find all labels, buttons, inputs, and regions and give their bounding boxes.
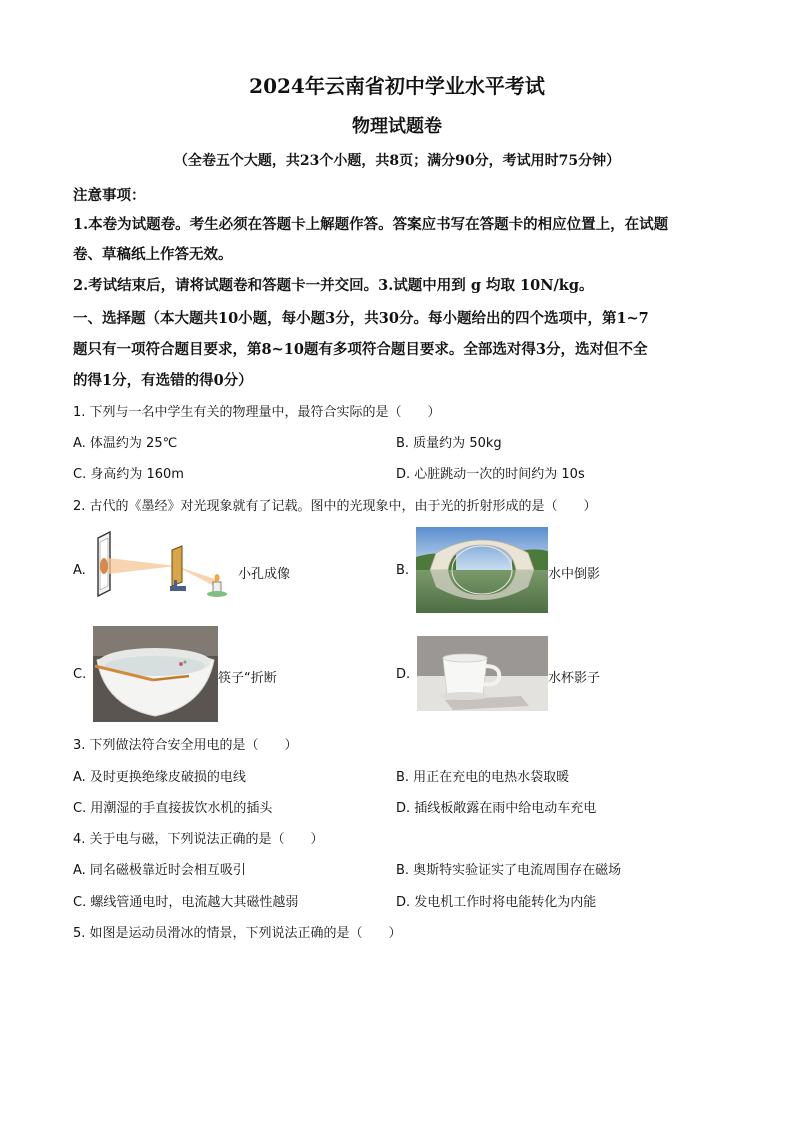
chopsticks-bowl-photo <box>93 626 218 722</box>
question-1-option-c: C. 身高约为 160m <box>73 467 184 482</box>
question-2-stem: 2. 古代的《墨经》对光现象就有了记载。图中的光现象中，由于光的折射形成的是（ ） <box>73 499 597 514</box>
question-2-option-a: A. <box>73 563 86 578</box>
question-4-option-c: C. 螺线管通电时，电流越大其磁性越弱 <box>73 895 299 910</box>
pinhole-camera-image <box>88 528 238 600</box>
note-1-line-1: 1.本卷为试题卷。考生必须在答题卡上解题作答。答案应书写在答题卡的相应位置上，在试题 <box>73 216 669 233</box>
cup-shadow-photo <box>417 636 548 711</box>
question-2-caption-b: 水中倒影 <box>548 567 601 582</box>
bridge-reflection-photo <box>416 527 548 613</box>
question-2-option-c: C. <box>73 667 87 682</box>
question-2-caption-c: 筷子“折断 <box>218 671 277 686</box>
question-2-option-d: D. <box>396 667 411 682</box>
question-2-caption-d: 水杯影子 <box>548 671 601 686</box>
question-1-option-a: A. 体温约为 25℃ <box>73 436 178 451</box>
question-1-stem: 1. 下列与一名中学生有关的物理量中，最符合实际的是（ ） <box>73 405 441 420</box>
section-1-line-3: 的得1分，有选错的得0分） <box>73 372 253 389</box>
question-3-option-b: B. 用正在充电的电热水袋取暖 <box>396 770 570 785</box>
section-1-line-1: 一、选择题（本大题共10小题，每小题3分，共30分。每小题给出的四个选项中，第1~7 <box>73 310 649 327</box>
question-4-option-a: A. 同名磁极靠近时会相互吸引 <box>73 863 246 878</box>
question-4-option-b: B. 奥斯特实验证实了电流周围存在磁场 <box>396 863 622 878</box>
question-3-stem: 3. 下列做法符合安全用电的是（ ） <box>73 738 298 753</box>
question-2-caption-a: 小孔成像 <box>238 567 291 582</box>
note-1-line-2: 卷、草稿纸上作答无效。 <box>73 246 233 263</box>
exam-subtitle: 物理试题卷 <box>352 116 442 137</box>
question-4-option-d: D. 发电机工作时将电能转化为内能 <box>396 895 597 910</box>
question-3-option-a: A. 及时更换绝缘皮破损的电线 <box>73 770 246 785</box>
question-3-option-d: D. 插线板敞露在雨中给电动车充电 <box>396 801 597 816</box>
question-5-stem: 5. 如图是运动员滑冰的情景，下列说法正确的是（ ） <box>73 926 402 941</box>
question-1-option-b: B. 质量约为 50kg <box>396 436 502 451</box>
exam-info: （全卷五个大题，共23个小题，共8页；满分90分，考试用时75分钟） <box>173 153 621 169</box>
exam-title: 2024年云南省初中学业水平考试 <box>249 74 545 98</box>
notes-heading: 注意事项： <box>73 187 146 204</box>
section-1-line-2: 题只有一项符合题目要求，第8~10题有多项符合题目要求。全部选对得3分，选对但不全 <box>73 341 648 358</box>
question-1-option-d: D. 心脏跳动一次的时间约为 10s <box>396 467 585 482</box>
question-2-option-b: B. <box>396 563 410 578</box>
question-4-stem: 4. 关于电与磁，下列说法正确的是（ ） <box>73 832 324 847</box>
question-3-option-c: C. 用潮湿的手直接拔饮水机的插头 <box>73 801 273 816</box>
note-2: 2.考试结束后，请将试题卷和答题卡一并交回。3.试题中用到 g 均取 10N/kg。 <box>73 277 594 294</box>
